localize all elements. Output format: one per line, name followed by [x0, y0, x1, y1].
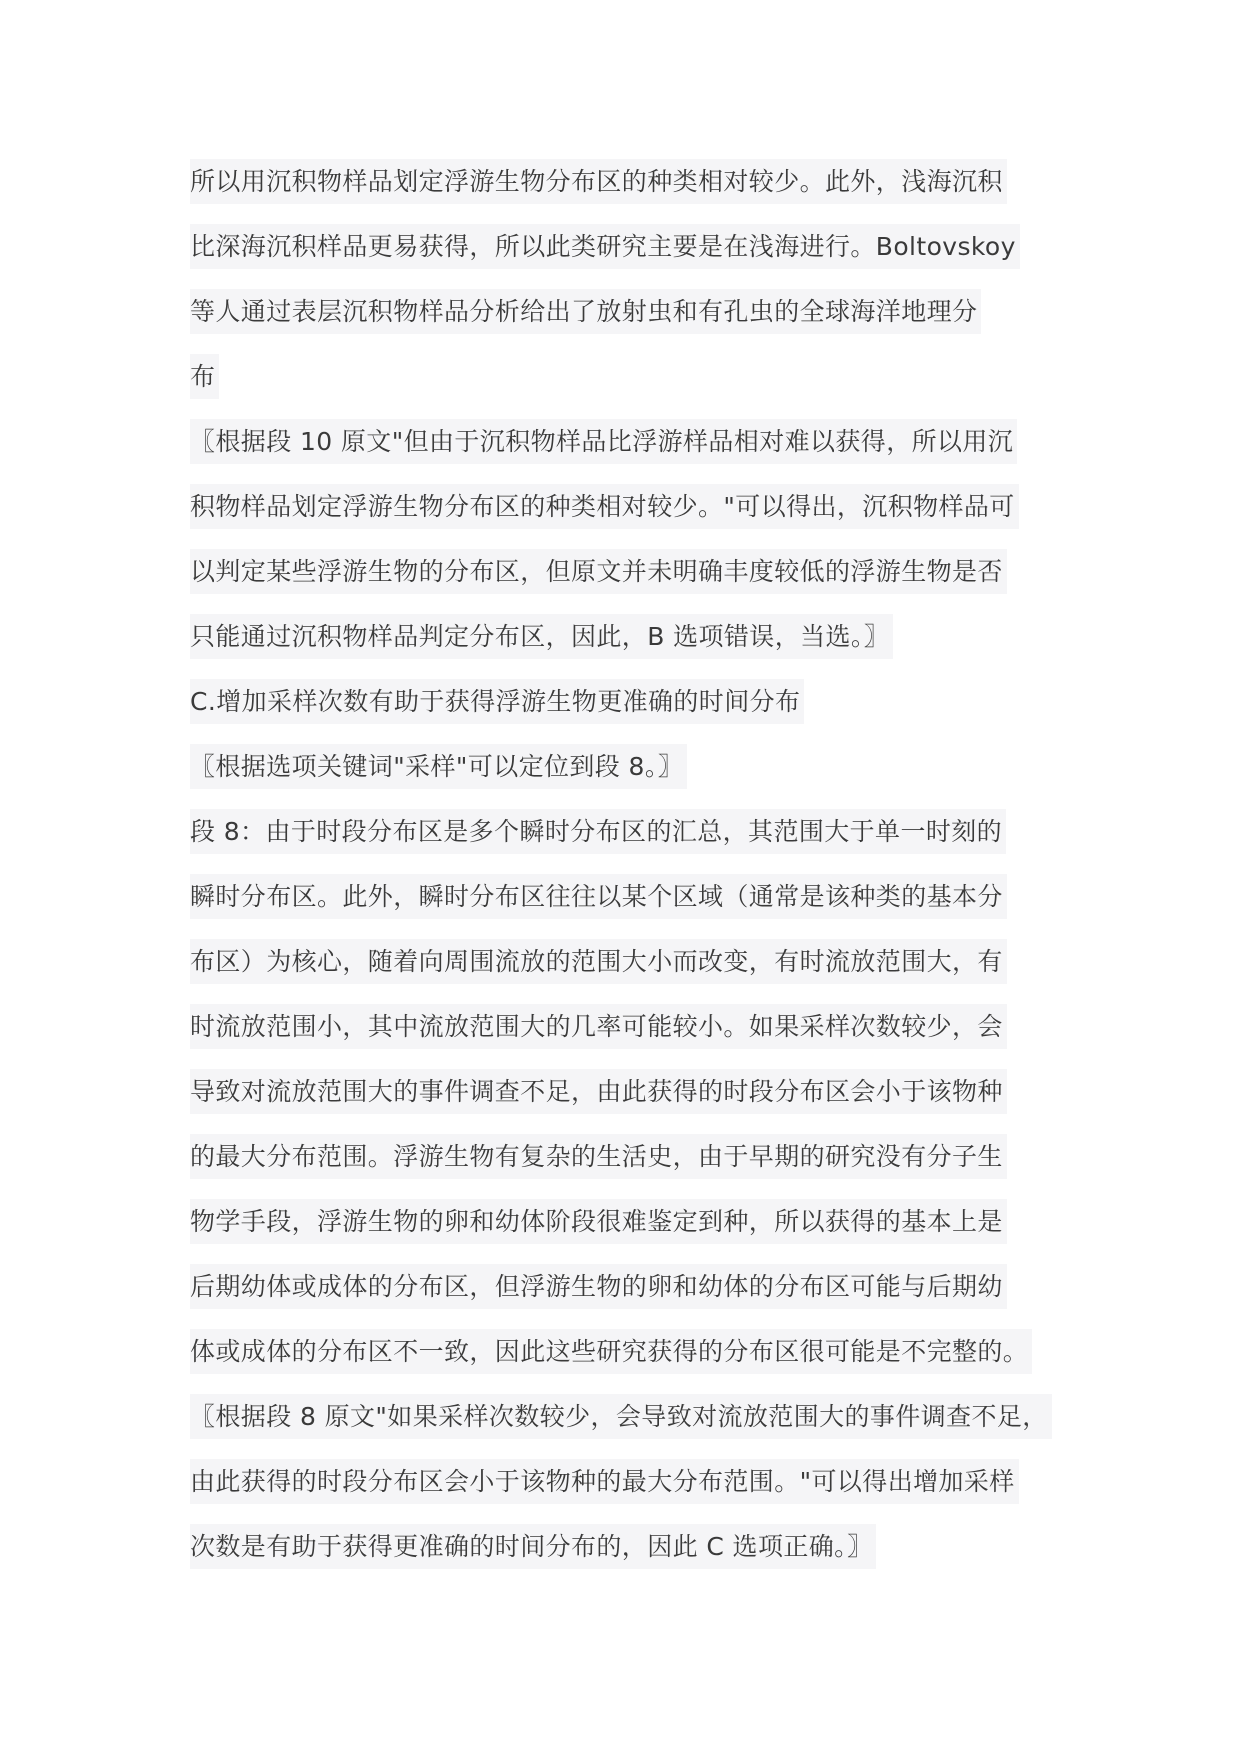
- analysis-line: [190, 1384, 1070, 1449]
- paragraph-line: [190, 1254, 1070, 1319]
- analysis-line: [190, 1514, 1070, 1579]
- paragraph-line: [190, 1124, 1070, 1189]
- text-line: [190, 214, 1070, 279]
- analysis-line: [190, 474, 1070, 539]
- text-line-content: 所以用沉积物样品划定浮游生物分布区的种类相对较少。此外，浅海沉积: [190, 159, 1007, 204]
- analysis-line: [190, 409, 1070, 474]
- analysis-line: [190, 1449, 1070, 1514]
- text-line-content: C.增加采样次数有助于获得浮游生物更准确的时间分布: [190, 679, 804, 724]
- text-line: [190, 279, 1070, 344]
- text-line-content: 以判定某些浮游生物的分布区，但原文并未明确丰度较低的浮游生物是否: [190, 549, 1007, 594]
- text-line-content: 〖根据段 8 原文"如果采样次数较少，会导致对流放范围大的事件调查不足，: [190, 1394, 1052, 1439]
- paragraph-line: [190, 929, 1070, 994]
- text-line-content: 布: [190, 354, 219, 399]
- text-line-content: 〖根据段 10 原文"但由于沉积物样品比浮游样品相对难以获得，所以用沉: [190, 419, 1017, 464]
- paragraph-line: [190, 864, 1070, 929]
- analysis-line: [190, 539, 1070, 604]
- text-line-content: 由此获得的时段分布区会小于该物种的最大分布范围。"可以得出增加采样: [190, 1459, 1019, 1504]
- text-line-content: 的最大分布范围。浮游生物有复杂的生活史，由于早期的研究没有分子生: [190, 1134, 1007, 1179]
- text-line-content: 只能通过沉积物样品判定分布区，因此，B 选项错误，当选。〗: [190, 614, 893, 659]
- paragraph-line: [190, 1059, 1070, 1124]
- text-line-content: 物学手段，浮游生物的卵和幼体阶段很难鉴定到种，所以获得的基本上是: [190, 1199, 1007, 1244]
- text-line-content: 时流放范围小，其中流放范围大的几率可能较小。如果采样次数较少，会: [190, 1004, 1007, 1049]
- analysis-line: [190, 734, 1070, 799]
- text-line-content: 等人通过表层沉积物样品分析给出了放射虫和有孔虫的全球海洋地理分: [190, 289, 981, 334]
- paragraph-line: [190, 994, 1070, 1059]
- text-line-content: 瞬时分布区。此外，瞬时分布区往往以某个区域（通常是该种类的基本分: [190, 874, 1007, 919]
- text-line-content: 体或成体的分布区不一致，因此这些研究获得的分布区很可能是不完整的。: [190, 1329, 1032, 1374]
- analysis-line: [190, 604, 1070, 669]
- option-line: [190, 669, 1070, 734]
- paragraph-line: [190, 799, 1070, 864]
- document-body: [190, 149, 1070, 1579]
- paragraph-line: [190, 1189, 1070, 1254]
- paragraph-line: [190, 1319, 1070, 1384]
- text-line-content: 布区）为核心，随着向周围流放的范围大小而改变，有时流放范围大，有: [190, 939, 1007, 984]
- text-line: [190, 344, 1070, 409]
- text-line-content: 〖根据选项关键词"采样"可以定位到段 8。〗: [190, 744, 687, 789]
- text-line-content: 导致对流放范围大的事件调查不足，由此获得的时段分布区会小于该物种: [190, 1069, 1007, 1114]
- text-line-content: 比深海沉积样品更易获得，所以此类研究主要是在浅海进行。Boltovskoy: [190, 224, 1020, 269]
- text-line: [190, 149, 1070, 214]
- text-line-content: 后期幼体或成体的分布区，但浮游生物的卵和幼体的分布区可能与后期幼: [190, 1264, 1007, 1309]
- text-line-content: 次数是有助于获得更准确的时间分布的，因此 C 选项正确。〗: [190, 1524, 876, 1569]
- text-line-content: 积物样品划定浮游生物分布区的种类相对较少。"可以得出，沉积物样品可: [190, 484, 1019, 529]
- text-line-content: 段 8：由于时段分布区是多个瞬时分布区的汇总，其范围大于单一时刻的: [190, 809, 1006, 854]
